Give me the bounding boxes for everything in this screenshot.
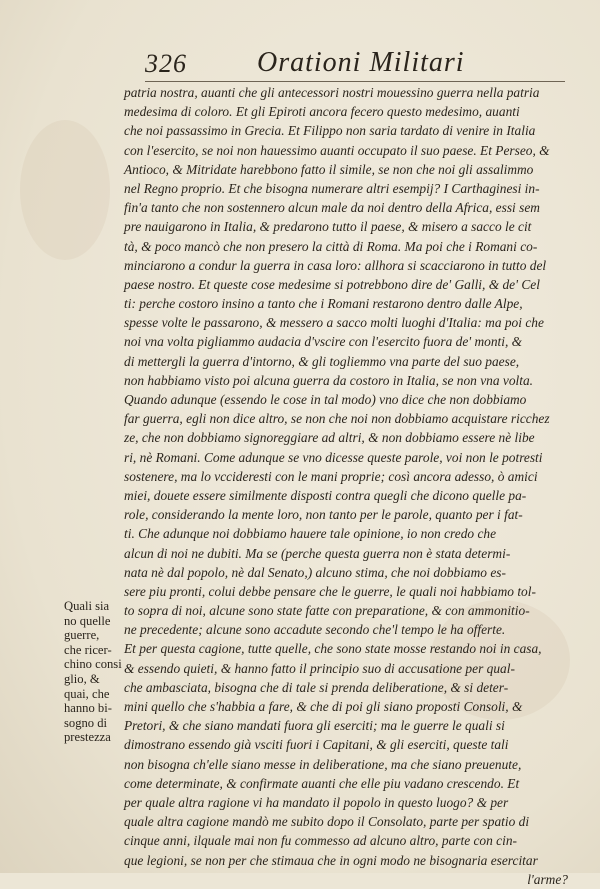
text-line: pre nauigarono in Italia, & predarono tutto il paese, & misero a sacco le cit — [124, 219, 532, 235]
text-line: per quale altra ragione vi ha mandato il popolo in questo luogo? & per — [124, 794, 509, 810]
text-line: non bisogna ch'elle siano messe in deliberatione, ma che siano preuenute, — [124, 756, 522, 772]
text-line: que legioni, se non per che stimaua che in ogni modo ne bisognaria esercitar — [124, 852, 538, 868]
marginal-note-line: sogno di — [64, 715, 108, 730]
text-line: Pretori, & che siano mandati fuora gli eserciti; ma le guerre le quali si — [124, 718, 505, 734]
text-line: ze, che non dobbiamo signoreggiare ad altri, & non dobbiamo essere nè libe — [124, 430, 535, 446]
text-line: minciarono a condur la guerra in casa loro: allhora si scacciarono in tutto del — [124, 257, 547, 273]
text-line: con l'esercito, se noi non hauessimo auanti occupato il suo paese. Et Perseo, & — [124, 142, 550, 158]
text-line: che ambasciata, bisogna che di tale si prenda deliberatione, & si deter- — [124, 679, 509, 695]
page-header — [145, 47, 565, 82]
text-line: role, considerando la mente loro, non tanto per le parole, quanto per i fat- — [124, 507, 523, 523]
text-line: miei, douete essere similmente disposti contra quegli che dicono quelle pa- — [124, 487, 527, 503]
marginal-note-line: glio, & — [64, 671, 100, 686]
text-line: & essendo quieti, & hanno fatto il principio suo di accusatione per qual- — [124, 660, 515, 676]
text-line: ri, nè Romani. Come adunque se vno dicesse queste parole, voi non le potresti — [124, 449, 543, 465]
marginal-note-line: Quali sia — [64, 599, 110, 613]
marginal-note-line: hanno bi- — [64, 701, 112, 716]
page-number: 326 — [145, 49, 187, 78]
body-text — [124, 83, 568, 889]
text-line: tà, & poco mancò che non presero la città di Roma. Ma poi che i Romani co- — [124, 238, 538, 254]
text-line: mini quello che s'habbia a fare, & che di poi gli siano proposti Consoli, & — [124, 699, 523, 714]
text-line: patria nostra, auanti che gli antecessori nostri mouessino guerra nella patria — [124, 85, 540, 100]
text-line: nel Regno proprio. Et che bisogna numerare altri esempij? I Carthaginesi in- — [124, 180, 540, 196]
text-line: spesse volte le passarono, & messero a sacco molti luoghi d'Italia: ma poi che — [124, 315, 544, 331]
text-line: noi vna volta pigliammo audacia d'vscire con l'esercito fuora de' monti, & — [124, 334, 523, 350]
text-line: non habbiamo visto poi alcuna guerra da costoro in Italia, se non vna volta. — [124, 372, 534, 388]
text-line: Quando adunque (essendo le cose in tal modo) vno dice che non dobbiamo — [124, 392, 527, 407]
text-line: sostenere, ma lo vccideresti con le mani proprie; così ancora adesso, ò amici — [124, 468, 538, 484]
marginal-note-line: no quelle — [64, 613, 111, 628]
text-line: quale altra cagione mandò me subito dopo il Consolato, parte per spatio di — [124, 814, 530, 830]
marginal-note-line: chino consi — [64, 657, 122, 672]
text-line: nata nè dal popolo, nè dal Senato,) alcuno stima, che noi dobbiamo es- — [124, 564, 506, 580]
text-line: dimostrano essendo già vsciti fuori i Capitani, & gli eserciti, queste tali — [124, 737, 509, 753]
text-line: cinque anni, ilquale mai non fu commesso ad alcuno altro, parte con cin- — [124, 833, 517, 849]
text-line: ne precedente; alcune sono accadute secondo che'l tempo le ha offerte. — [124, 622, 506, 638]
paper-stain — [20, 120, 110, 260]
marginal-note — [64, 599, 126, 745]
marginal-note-line: quai, che — [64, 686, 110, 701]
marginal-note-line: guerre, — [64, 628, 100, 643]
marginal-note-line: prestezza — [64, 730, 111, 745]
text-line: Et per questa cagione, tutte quelle, che sono state mosse restando noi in casa, — [124, 641, 542, 657]
text-line: ti. Che adunque noi dobbiamo hauere tale opinione, io non credo che — [124, 526, 497, 542]
text-line: di mettergli la guerra d'intorno, & gli togliemmo vna parte del suo paese, — [124, 353, 520, 369]
text-line: to sopra di noi, alcune sono state fatte con preparatione, & con ammonitio- — [124, 603, 530, 619]
text-line: Antioco, & Mitridate harebbono fatto il simile, se non che noi gli assalimmo — [124, 161, 534, 177]
catchword: l'arme? — [527, 871, 568, 887]
text-line: fin'a tanto che non sostennero alcun male da noi dentro della Africa, essi sem — [124, 200, 540, 216]
text-line: paese nostro. Et queste cose medesime si potrebbono dire de' Galli, & de' Cel — [124, 276, 540, 292]
text-line: che noi passassimo in Grecia. Et Filippo non saria tardato di venire in Italia — [124, 123, 536, 139]
text-line: come determinate, & confirmate auanti che elle piu vadano crescendo. Et — [124, 775, 520, 791]
marginal-note-line: che ricer- — [64, 642, 112, 657]
text-line: far guerra, egli non dice altro, se non che noi non dobbiamo acquistare ricchez — [124, 411, 550, 427]
text-line: ti: perche costoro insino a tanto che i Romani restarono dentro dalle Alpe, — [124, 296, 523, 312]
text-line: alcun di noi ne dubiti. Ma se (perche questa guerra non è stata determi- — [124, 545, 511, 561]
text-line: medesima di coloro. Et gli Epiroti ancora fecero questo medesimo, auanti — [124, 104, 520, 120]
text-line: sere piu pronti, colui debbe pensare che le guerre, le quali noi habbiamo tol- — [124, 583, 536, 599]
running-title: Orationi Militari — [257, 47, 465, 78]
